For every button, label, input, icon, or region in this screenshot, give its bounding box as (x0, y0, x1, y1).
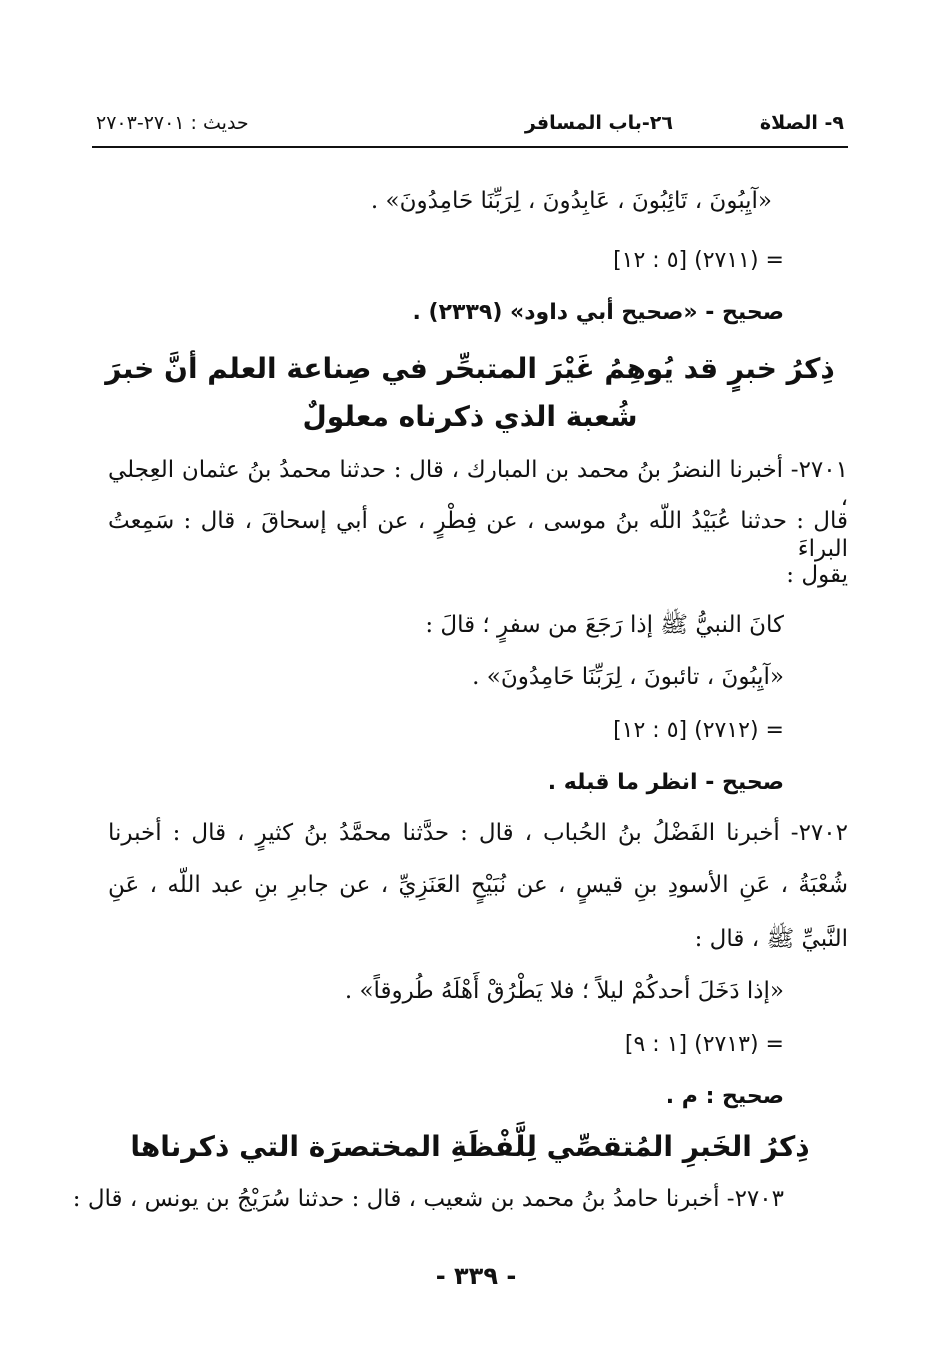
header-section: ٢٦-باب المسافر (524, 112, 673, 134)
matn-line: «إذا دَخَلَ أحدكُمْ ليلاً ؛ فلا يَطْرُقْ أَهْلَهُ طُروقاً» . (344, 978, 784, 1004)
section-heading-continued: شُعبة الذي ذكرناه معلولٌ (302, 400, 638, 433)
hadith-grade: صحيح : م . (665, 1084, 784, 1109)
section-heading: ذِكرُ الخَبرِ المُتقصِّي لِلَّفْظَةِ المختصرَة التي ذكرناها (130, 1130, 810, 1163)
header-hadith-range: حديث : ٢٧٠١-٢٧٠٣ (96, 112, 249, 134)
hadith-text: «آيِبُونَ ، تَائِبُونَ ، عَابِدُونَ ، لِرَبِّنَا حَامِدُونَ» . (370, 188, 772, 214)
isnad-line: شُعْبَةُ ، عَنِ الأسودِ بنِ قيسٍ ، عن نُبَيْحٍ العَنَزِيِّ ، عن جابرِ بنِ عبد اللّه ، عَنِ (108, 872, 848, 898)
cross-reference: = (٢٧١٢) [٥ : ١٢] (613, 718, 784, 743)
isnad-line: قال : حدثنا عُبَيْدُ اللّه بنُ موسى ، عن فِطْرٍ ، عن أبي إسحاقَ ، قال : سَمِعتُ البراءَ (108, 508, 848, 562)
isnad-line: النَّبيِّ ﷺ ، قال : (694, 926, 848, 952)
cross-reference: = (٢٧١٣) [١ : ٩] (624, 1032, 784, 1057)
isnad-line: يقول : (786, 562, 848, 588)
header-chapter: ٩- الصلاة (759, 112, 844, 134)
matn-line: كانَ النبيُّ ﷺ إذا رَجَعَ من سفرٍ ؛ قالَ : (425, 612, 784, 638)
page-number: - ٣٣٩ - (435, 1262, 517, 1290)
cross-reference: = (٢٧١١) [٥ : ١٢] (613, 248, 784, 273)
isnad-line: ٢٧٠٢- أخبرنا الفَضْلُ بنُ الحُباب ، قال : حدَّثنا محمَّدُ بنُ كثيرٍ ، قال : أخبرنا (108, 820, 848, 846)
isnad-line: ٢٧٠١- أخبرنا النضرُ بنُ محمد بن المبارك ، قال : حدثنا محمدُ بنُ عثمان العِجلي ، (108, 457, 848, 511)
isnad-line: ٢٧٠٣- أخبرنا حامدُ بنُ محمد بن شعيب ، قال : حدثنا سُرَيْجُ بن يونس ، قال : (72, 1186, 784, 1212)
hadith-grade: صحيح - «صحيح أبي داود» (٢٣٣٩) . (412, 300, 784, 325)
matn-line: «آيِبُونَ ، تائبونَ ، لِرَبِّنَا حَامِدُونَ» . (472, 664, 784, 690)
section-heading: ذِكرُ خبرٍ قد يُوهِمُ غَيْرَ المتبحِّر في صِناعة العلم أنَّ خبرَ (105, 352, 835, 385)
running-header (92, 110, 848, 148)
hadith-grade: صحيح - انظر ما قبله . (547, 770, 784, 795)
